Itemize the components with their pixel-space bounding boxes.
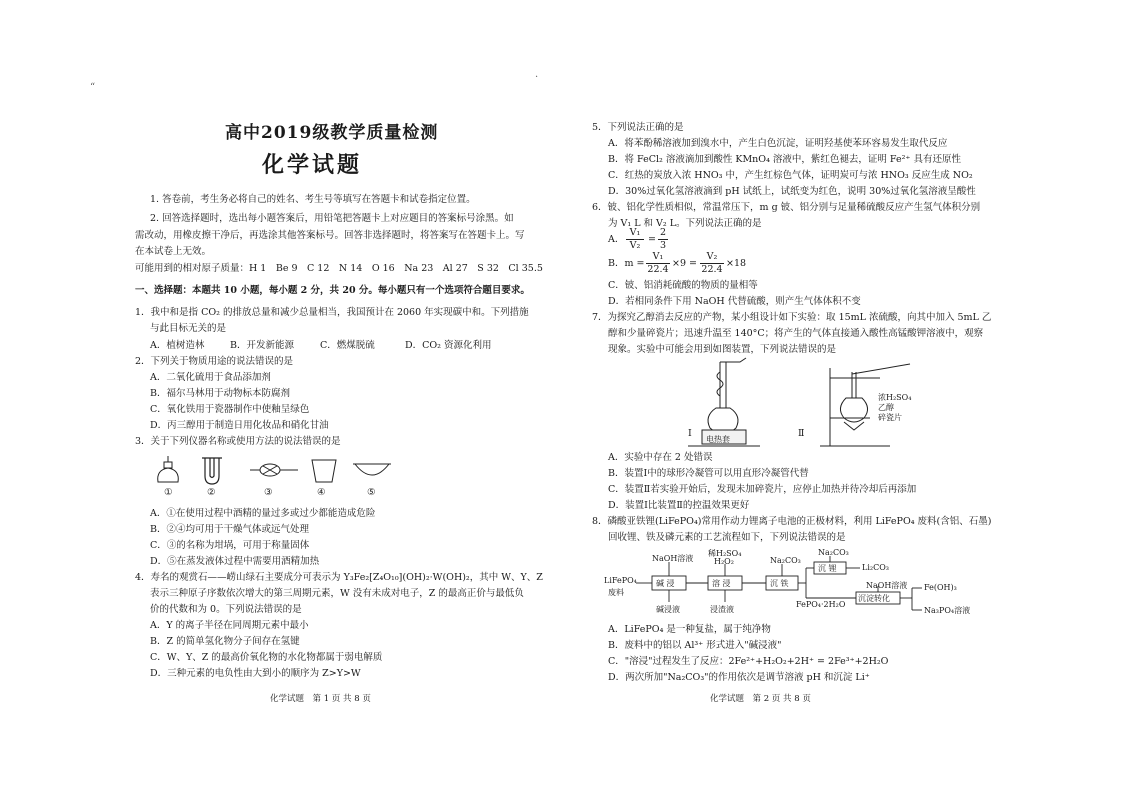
q7-option-d: D．装置Ⅰ比装置Ⅱ的控温效果更好 [608, 500, 750, 511]
q7-reagent-2: 乙醇 [878, 403, 894, 412]
q3-stem: 3．关于下列仪器名称或使用方法的说法错误的是 [135, 436, 341, 447]
alcohol-lamp-icon [158, 456, 179, 482]
q6-a-equals: = [648, 234, 656, 245]
q6-a-ratio-num: 2 [659, 227, 667, 238]
left-page [0, 0, 560, 794]
q6-a-numerator: V₁ [629, 227, 641, 238]
q5-stem: 5．下列说法正确的是 [592, 122, 684, 133]
q2-option-a: A．二氧化硫用于食品添加剂 [150, 372, 271, 383]
q5-option-b: B．将 FeCl₂ 溶液滴加到酸性 KMnO₄ 溶液中，紫红色褪去，证明 Fe²⁺ 具有还原性 [608, 154, 961, 165]
flow-residue: 浸渣液 [710, 605, 734, 614]
q6-b-den2: 22.4 [701, 264, 723, 275]
flow-dissolve-box: 溶 浸 [712, 579, 731, 588]
q4-stem-3: 价的代数和为 0。下列说法错误的是 [150, 604, 302, 615]
q2-option-d: D．丙三醇用于制造日用化妆品和硝化甘油 [150, 420, 329, 431]
q4-option-d: D．三种元素的电负性由大到小的顺序为 Z>Y>W [150, 668, 361, 679]
q6-b-num1: V₁ [652, 251, 664, 262]
q4-option-a: A．Y 的离子半径在同周期元素中最小 [150, 620, 309, 631]
q6-option-c: C．铍、铝消耗硫酸的物质的量相等 [608, 280, 758, 291]
flow-fepo4: FePO₄·2H₂O [796, 600, 846, 609]
crucible-icon [312, 460, 336, 482]
apparatus-drawings [150, 452, 400, 502]
scan-mark: “ [90, 82, 96, 93]
flow-raw-1: LiFePO₄ [604, 576, 637, 585]
flow-convert-box: 沉淀转化 [858, 594, 890, 603]
q3-label-1: ① [164, 487, 173, 498]
q7-stem-2: 醇和少量碎瓷片；迅速升温至 140°C；将产生的气体直接通入酸性高锰酸钾溶液中，观察 [608, 328, 984, 339]
apparatus-1 [688, 358, 760, 446]
q5-option-d: D．30%过氧化氢溶液滴到 pH 试纸上，试纸变为红色，说明 30%过氧化氢溶液呈酸性 [608, 186, 976, 197]
q4-option-c: C．W、Y、Z 的最高价氧化物的水化物都属于弱电解质 [150, 652, 383, 663]
q6-a-denominator: V₂ [629, 240, 641, 251]
q3-option-a: A．①在使用过程中酒精的量过多或过少都能造成危险 [150, 508, 376, 519]
q1-option-a: A．植树造林 [150, 340, 205, 351]
instruction-1: 1. 答卷前，考生务必将自己的姓名、考生号等填写在答题卡和试卷指定位置。 [150, 194, 476, 205]
flow-precip-box: 沉 铁 [770, 579, 789, 588]
q7-stem-1: 7．为探究乙醇消去反应的产物，某小组设计如下实验：取 15mL 浓硫酸，向其中加入 5mL 乙 [592, 312, 992, 323]
flow-leach-out: 碱浸液 [656, 605, 680, 614]
q8-option-b: B．废料中的铝以 Al³⁺ 形式进入"碱浸液" [608, 640, 782, 651]
q2-option-b: B．福尔马林用于动物标本防腐剂 [150, 388, 290, 399]
q3-label-2: ② [207, 487, 216, 498]
q6-option-a-prefix: A． [608, 234, 625, 245]
flow-leach-box: 碱 浸 [656, 579, 675, 588]
right-page [535, 0, 1123, 794]
q3-label-5: ⑤ [367, 487, 376, 498]
q4-stem-2: 表示三种原子序数依次增大的第三周期元素，W 没有未成对电子，Z 的最高正价与最低负 [150, 588, 524, 599]
q3-option-c: C．③的名称为坩埚，可用于称量固体 [150, 540, 310, 551]
scan-mark: · [535, 72, 539, 83]
flow-feoh: Fe(OH)₃ [924, 583, 957, 592]
apparatus-2 [820, 364, 910, 446]
q6-stem-2: 为 V₁ L 和 V₂ L。下列说法正确的是 [608, 218, 762, 229]
right-footer: 化学试题 第 2 页 共 8 页 [710, 694, 811, 704]
q1-option-b: B．开发新能源 [230, 340, 294, 351]
instruction-2: 2. 回答选择题时，选出每小题答案后，用铅笔把答题卡上对应题目的答案标号涂黑。如 [150, 213, 514, 224]
flow-na2co3-2: Na₂CO₃ [818, 548, 849, 557]
q4-option-b: B．Z 的简单氢化物分子间存在氢键 [150, 636, 300, 647]
flow-acid-1: 稀H₂SO₄ [708, 549, 742, 558]
q8-stem-2: 回收锂、铁及磷元素的工艺流程如下，下列说法错误的是 [608, 532, 846, 543]
flow-acid-2: H₂O₂ [714, 557, 734, 566]
flow-li-out: Li₂CO₃ [862, 563, 889, 572]
q1-stem-1: 1．我中和是指 CO₂ 的排放总量和减少总量相当，我国预计在 2060 年实现碳中和。下列措施 [135, 307, 529, 318]
q6-option-d: D．若相同条件下用 NaOH 代替硫酸，则产生气体体积不变 [608, 296, 861, 307]
left-footer: 化学试题 第 1 页 共 8 页 [270, 694, 371, 704]
q7-label-2: Ⅱ [798, 428, 805, 439]
q5-option-c: C．红热的炭放入浓 HNO₃ 中，产生红棕色气体，证明炭可与浓 HNO₃ 反应生成 NO₂ [608, 170, 973, 181]
section-heading: 一、选择题：本题共 10 小题，每小题 2 分，共 20 分。每小题只有一个选项符合题目要求。 [135, 285, 530, 296]
evaporating-dish-icon [353, 464, 391, 475]
flow-na2co3: Na₂CO₃ [770, 556, 801, 565]
subject-title: 化学试题 [262, 152, 363, 178]
q6-b-mid: ×9 = [672, 258, 697, 269]
q2-option-c: C．氧化铁用于瓷器制作中使釉呈绿色 [150, 404, 310, 415]
flow-na3po4: Na₃PO₄溶液 [924, 606, 971, 615]
flow-naoh-2: NaOH溶液 [866, 581, 908, 590]
exam-title: 高中2019级教学质量检测 [225, 123, 439, 143]
q4-stem-1: 4．寿名的观赏石——崂山绿石主要成分可表示为 Y₃Fe₂[Z₄O₁₀](OH)₂·W(OH)₂，其中 W、Y、Z [135, 572, 543, 583]
q1-option-c: C．燃煤脱硫 [320, 340, 375, 351]
instruction-4: 在本试卷上无效。 [135, 246, 212, 257]
q7-reagent-1: 浓H₂SO₄ [878, 393, 912, 402]
q7-option-a: A．实验中存在 2 处错误 [608, 452, 713, 463]
q8-option-d: D．两次所加"Na₂CO₃"的作用依次是调节溶液 pH 和沉淀 Li⁺ [608, 672, 870, 683]
atomic-masses: 可能用到的相对原子质量：H 1 Be 9 C 12 N 14 O 16 Na 23 Al 27 S 32 Cl 35.5 [135, 263, 543, 274]
flow-naoh: NaOH溶液 [652, 554, 694, 563]
drying-tube-icon [250, 464, 298, 476]
q6-option-b-prefix: B．m = [608, 258, 645, 269]
q2-stem: 2．下列关于物质用途的说法错误的是 [135, 356, 294, 367]
flow-li-box: 沉 锂 [818, 564, 837, 573]
q7-option-c: C．装置Ⅱ若实验开始后，发现未加碎瓷片，应停止加热并待冷却后再添加 [608, 484, 917, 495]
q1-stem-2: 与此目标无关的是 [150, 323, 227, 334]
q8-stem-1: 8．磷酸亚铁锂(LiFePO₄)常用作动力锂离子电池的正极材料，利用 LiFePO₄ 废料(含铝、石墨) [592, 516, 992, 527]
q5-option-a: A．将苯酚稀溶液加到溴水中，产生白色沉淀，证明羟基使苯环容易发生取代反应 [608, 138, 948, 149]
q7-option-b: B．装置Ⅰ中的球形冷凝管可以用直形冷凝管代替 [608, 468, 809, 479]
q6-b-den1: 22.4 [647, 264, 669, 275]
q6-stem-1: 6．铍、铝化学性质相似，常温常压下，m g 铍、铝分别与足量稀硫酸反应产生氢气体积分别 [592, 202, 981, 213]
q3-label-3: ③ [264, 487, 273, 498]
q7-heater-label: 电热套 [706, 435, 730, 444]
q8-option-c: C．"溶浸"过程发生了反应：2Fe²⁺+H₂O₂+2H⁺ = 2Fe³⁺+2H₂O [608, 656, 889, 667]
q8-option-a: A．LiFePO₄ 是一种复盐，属于纯净物 [608, 624, 771, 635]
instruction-3: 需改动，用橡皮擦干净后，再选涂其他答案标号。回答非选择题时，将答案写在答题卡上。写 [135, 230, 525, 241]
q1-option-d: D．CO₂ 资源化利用 [405, 340, 492, 351]
q7-stem-3: 现象。实验中可能会用到如图装置，下列说法错误的是 [608, 344, 837, 355]
q7-label-1: Ⅰ [688, 428, 692, 439]
q3-option-b: B．②④均可用于干燥气体或远气处理 [150, 524, 309, 535]
q6-b-num2: V₂ [706, 251, 718, 262]
q6-a-ratio-den: 3 [659, 240, 667, 251]
q7-reagent-3: 碎瓷片 [878, 413, 902, 422]
q3-label-4: ④ [317, 487, 326, 498]
u-tube-icon [202, 458, 222, 484]
q3-option-d: D．⑤在蒸发液体过程中需要用酒精加热 [150, 556, 320, 567]
q6-b-tail: ×18 [726, 258, 747, 269]
q3-apparatus-figure [150, 452, 400, 502]
flow-raw-2: 废料 [608, 588, 624, 597]
